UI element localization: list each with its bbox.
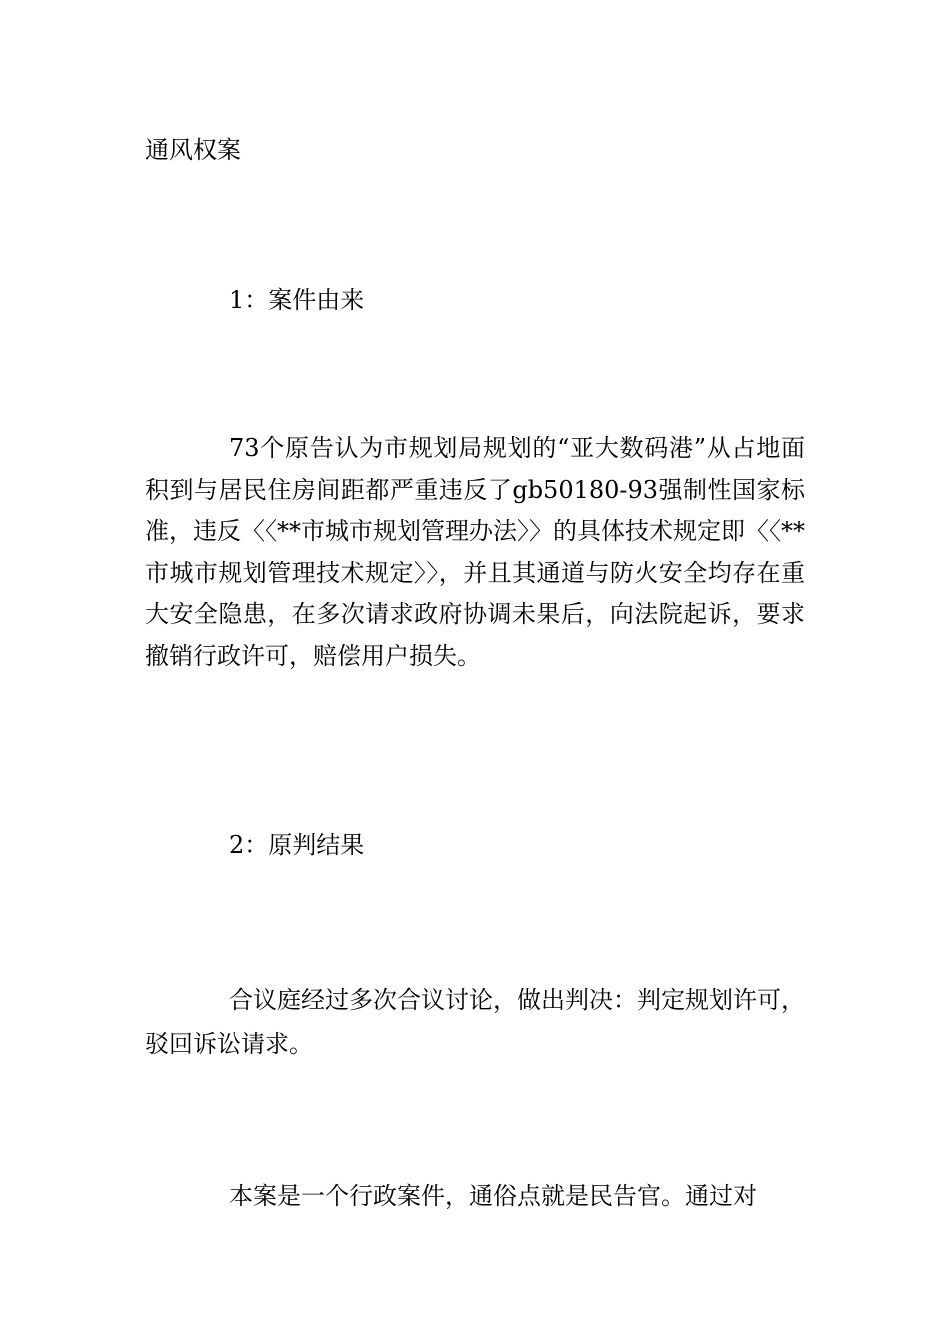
section-heading-case-origin: 1：案件由来 (229, 286, 365, 314)
paragraph-case-origin: 73个原告认为市规划局规划的“亚大数码港”从占地面积到与居民住房间距都严重违反了gb50180-93强制性国家标准，违反〈〈**市城市规划管理办法〉〉的具体技术规定即〈〈**市城市规划管理技术规定〉〉，并且其通道与防火安全均存在重大安全隐患，在多次请求政府协调未果后，向法院起诉，要求撤销行政许可，赔偿用户损失。 (145, 434, 805, 670)
paragraph-original-judgment: 合议庭经过多次合议讨论，做出判决：判定规划许可，驳回诉讼请求。 (145, 986, 805, 1058)
section-heading-original-judgment: 2：原判结果 (229, 831, 365, 859)
paragraph-case-analysis: 本案是一个行政案件，通俗点就是民告官。通过对 (229, 1182, 757, 1210)
document-title: 通风权案 (145, 136, 241, 164)
